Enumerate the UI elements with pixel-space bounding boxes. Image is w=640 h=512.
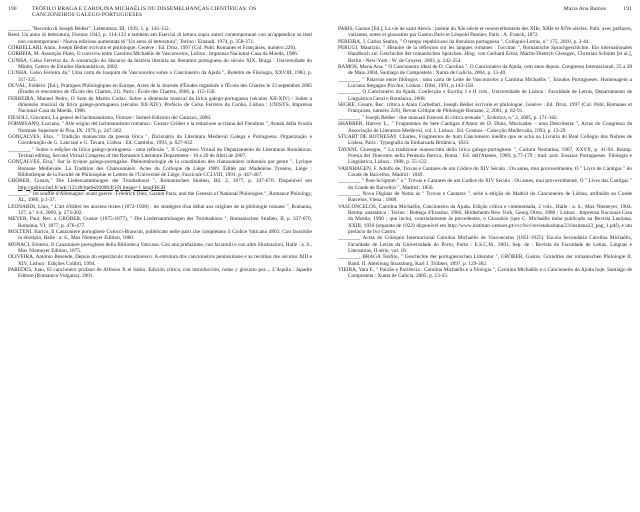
gallica-link-tail[interactable]: (10) image=1 langFRGB [112,184,166,191]
left-running-title: TEÓFILO BRAGA E CAROLINA MICHAËLIS OU DISSEMELHANÇAS CIENTÍFICAS: OS CANCIONEIROS GALEGO-PORTUGUESES [32,6,257,19]
bibliography-entry: STUART DE ROTHESAY, Charles, Fragmentos de hum Cancioneiro inedito que se acha na Livraria do Real Collegio dos Nobres de Lisboa, Paris : Typografia da Embaixada Britânica, 1823. [338,133,632,147]
bibliography-entry: VASCONCELOS, Carolina Michaëlis, Cancioneiro da Ajuda. Edição crítica e commentada, 2 vols., Halle : a. S., Max Niemeyer, 1904. Reimp. anastática : Torino : Bottega d'Erasmo, 1966; Hildesheim-New York, Georg Olms, 1980 ; Lisboa : Imprensa Nacional-Casa da Moeda, 1990 ; que inclui, contrariamente às precedentes, o Glossário (que C. Michaëlis tinha publicado na Revista Lusitana, XXIII, 1920 (separata de 1922) disponível em http://www.instituto-camoes.pt/cvc/bvc/revistalusitana/23/lusitana23_pag_1.pdf), e um prefácio de Ivo Castro. [338,203,632,235]
right-page-number: 191 [623,6,632,12]
right-page-header [338,6,632,26]
bibliography-entry: MOLTENI, Enrico, Il Canzoniere portoghese Colocci-Brancuti, pubblicato nelle parti che completano il Codice Vaticano 4803. Con facsimile in eliotipia, Halle : a. S., Max Niemeyer Edition, 1880. [8,229,312,242]
bibliography-entry: GONÇALVES, Elsa," Sur la lyrique galego-portugaise. Phénoménologie de la constitution des chansonniers ordonnés par genre ", Lyrique Romane Médiévale. La Tradition des Chansonniers. Actes du Colloque de Liège 1989. Édités par Madeleine Tyssens, Liège : Bibliothèque de la Faculté de Philosophie et Lettres de l'Université de Liège, Fascicule CCLVIII, 1991, p. 447-467. [8,159,312,178]
bibliography-entry: FORMISANO, Luciano, " Alle origini del lachmannismo romanzo : Gustav Gröber e la redazione occitana del Fierabras ", Annali della Scuola Normale Superiore di Pisa, IX, 1979, p. 247-302. [8,121,312,134]
bibliography-entry: CORREIA, M. Assunção Pinto, O convívio entre Carolina Michaëlis de Vasconcelos, Lisboa : Imprensa Nacional-Casa da Moeda, 1986. [8,51,299,58]
bibliography-entry: MONACI, Ernesto, Il Canzoniere portoghese della Biblioteca Vaticana. Con una prefazione, con facsimili e con altre illustrazioni, Halle : a. S., Max Niemeyer Edition, 1875. [8,241,312,255]
bibliography-entry: ________, Actas do Colóquio Internacional Carolina Michaëlis de Vasconcelos (1851-1925). Escola Secundária Carolina Michaëlis, Faculdade de Letras da Universidade do Porto, Porto : E.S.C.M., 2001, Sep. de : Revista da Faculdade de Letras, Línguas e Literaturas, II série, vol. 18. [338,235,632,255]
gallica-link[interactable]: http://gallica.bnf.fr/ark:/12148/bpt6k92086/f [18,184,113,191]
bibliography-entry: PAREDES, Juan, El cancionero profano de Alfonso X el Sabio. Edición crítica, con introducción, notas y glosario por..., L'Aquila : Japadre Editore (Romanica Vulgaria), 2001. [8,267,312,280]
bibliography-entry: ________, BRAGA Teófilo, " Geschichte der portugiesischen Litteratur ", GRÖBER, Gustav. Grundriss der romanischen Philologie II. Band. II. Abteilung Strassburg, Karl J. Trübner, 1897, p. 129-382. [338,254,632,267]
bibliography-entry: FIESOLI, Giovanni, La genesi del lachmannismo, Firenze : Sismel-Edizioni del Galuzzo, 2000. [8,114,212,121]
bibliography-entry: DUVAL, Frédéric [Ed.], Pratiques Philologiques en Europe, Actes de la Journée d'Études organisée à l'École des Chartes le 23 septembre 2005 (Études et rencontres de l'École des Chartes, 21), Paris : École des Chartes, 2006, p. 115-150. [8,83,312,96]
bibliography-entry: PARIS, Gaston [Ed.], La vie de saint Alexis : poème du XIe siècle et renouvellements des XIIe, XIIIe et XIVe siècles. Publ. avec préfaces, variantes, notes et glossaires par Gaston Paris et Léopold Pannier, Paris : A. Franck, 1872. [338,26,632,39]
bibliography-entry: SHARRER, Harvey L., " Fragmentos de Sete Cantigas d'Amor de D. Dinis, Musicadas – uma Descoberta ", Actas do Congresso da Associação de Literatura Medieval, vol. I, Lisboa : Ed. Cosmos - Colecção Medievalia, 1993, p. 13-29. [338,121,632,134]
right-bibliography-list [338,26,632,280]
bibliography-entry: ________, " Joseph Bédier : due manuali francesi di critica testuale ", Ecdotica, n.º 2, 2005, p. 171-182. [338,114,558,121]
bibliography-entry: GONÇALVES, Elsa, " Tradição manuscrita da poesia lírica ", Dicionário da Literatura Medieval Galega e Portuguesa. Organização e Coordenação de G. Lanciani e G. Tavani, Lisboa : Ed. Caminho, 1993, p. 627-632. [8,133,312,147]
left-page-number: 190 [8,6,17,12]
right-page [320,0,640,512]
bibliography-entry: VIEIRA, Yara F., " Paixão e Paciência : Carolina Michaëlis e a filologia ", Carolina Michaëlis e o Cancioneiro da Ajuda hoje, Santiago de Compostela : Xunta de Galicia, 2005, p. 13-43. [338,267,632,280]
bibliography-entry: CUNHA, Celso Ferreira da," Uma carta de Joaquim de Vasconcelos sobre o Cancioneiro da Ajuda ", Boletim de Filologia, XXVIII, 1983, p. 317-325. [8,70,312,83]
bibliography-entry: MEYER, Paul, Rec. a GRÖBER, Gustav (1875-1877), " Die Liedersammlungen der Troubadours ", Romanischen Studien, II, p. 337-670, Romania, VI, 1877, p. 476-477. [8,216,312,229]
bibliography-entry: CUNHA, Celso Ferreira da, A construção do discurso da história literária na literatura portuguesa do século XIX, Braga : Universidade do Minho, Centro de Estudos Humanísticos, 2002. [8,57,312,71]
bibliography-entry: PERUGI, Maurizio, " Histoire de la réflexion sur les langues romanes : l'occitan ", Romanische Sprachgeschichte. Ein internationales Handbuch zur Geschichte der romanischen Sprachen. Hrsg. von Gerhard Ernst, Martin-Dietrich Glessgen, Christian Schmitt [et al.], Berlin - New-York : W. de Gruyter, 2003, p. 242-254. [338,45,632,64]
bibliography-entry: TAVANI, Giuseppe, " La tradizione manoscritta della lirica galego-portoghese ", Cultura Neolatina, 1967, XXVII, p. 41-94. Reimp. Poesia del Duecento nella Penisola Iberica, Roma : Ed. dell'Ateneo, 1969, p.77-179 ; trad. port. Ensaios Portugueses. Filologia e Linguística, Lisboa : 1988, p. 55-122. [338,146,632,166]
bibliography-entry: ________, O Cancioneiro da Ajuda. Confecção e Escrita, I e II vols., Universidade de Lisboa : Faculdade de Letras, Departamento de Linguística Geral e Românica, 2008. [338,89,632,102]
left-page-header [8,6,312,26]
bibliography-entry: FERREIRA, Manuel Pedro, O Som de Martin Codax. Sobre a dimensão musical da lírica galego-portuguesa (séculos XII-XIV) / Sobre a dimensão musical da lírica galego-portuguesa (séculos XII-XIV). Prefácio de Celso Ferreira da Cunha, Lisboa : UNISYS, Imprensa Nacional-Casa da Moeda, 1986. [8,95,312,115]
bibliography-entry: ________, Nova Diginas de Notas ás " Trovas e Cantares ", série à edição do Madrid do Cancioneiro de Lisboa, atribuído ao Conde Barcelos, Viena : 1868. [338,190,632,204]
bibliography-entry-with-link [8,178,312,191]
bibliography-entry: _______, " Im souffle d'Allemagne: avant guerre : Friedrich Diez, Gaston Paris, and the Genesis of National Philologies ", Romance Philology, XL, 1986, p.1-37. [8,190,312,204]
bibliography-entry: RAMOS, Maria Ana, " O Cancioneiro ideal de D. Carolina ", O Cancioneiro da Ajuda, cem anos depois. Congresso Internacional, 25 a 28 de Maio 2004, Santiago de Compostela : Xunta de Galicia, 2004, p. 13-40. [338,64,632,77]
bibliography-entry: ________, " Post-Scriptum " a " Trovas e Cantares de um Codice do XIV Século : Ou antes, mui provavelmente, O " Livro das Cantigas " do Conde de Barcellos ", Madrid : 1850. [338,178,632,191]
bibliography-entry: ________, "Recordo di Joseph Bédier", Letteratura, III, 1939, 1, p. 145-152. [8,26,171,32]
bibliography-entry: LEONARDI, Lino, " L'art d'éditer les anciens textes (1872-1928) : les stratégies d'un débat aux origines de la philologie romane ", Romania, 127, n.º 3-4, 2009, p. 273-302. [8,203,312,216]
bibliography-entry: Reed. Un anno di letteratura, Firenze 1942, p. 114-132 e também em Esercizi di lettura sopra autori contemporanei con un'appendice su testi non contemporanei - Nuova edizione aumentata di "Un anno di letteratura", Torino : Einaudi, 1974, p. 358-371. [8,32,312,45]
bibliography-entry: OLIVEIRA, António Resende, Depois do espectáculo trovadoresco. A estrutura dos cancioneiros peninsulares e as recolhas dos séculos XIII e XIV, Lisboa : Edições Colibri, 1994. [8,254,312,267]
bibliography-entry: VARNHAGEN, F. Adolfo de, Trovas e Cantares de um Códice do XIV Século : Ou antes, mui provavelmente, O " Livro de Cantigas " do Conde de Barcellos, Madrid : 1849. [338,165,632,178]
bibliography-entry: PEREIRA, J. Carlos Seabra, " O tempo republicano da literatura portuguesa ", Colóquio-Letras, n.º 175, 2010, p. 3-44. [338,38,590,45]
right-running-title: Maria Ana Ramos [563,6,606,12]
bibliography-entry-text: GRÖBER, Gustav," Die Liedersammlungen der Troubadours ", Romanischen Studien, Bd. 2, 1877, p. 337-670. Disponível em [8,178,312,185]
bibliography-entry: CORBELLARI, Alain, Joseph Bédier écrivain et philologue, Genève : Ed. Droz, 1997 (Col. Publ. Romanes et Françaises, numéro 220). [8,45,297,52]
bibliography-entry: ________, " Palavras entre filólogos : uma carta de Leite de Vasconcelos a Carolina Michaëlis ", Estudos Portugueses. Homenagem a Luciana Stegagno Picchio, Lisboa : Difel, 1991, p.143-158. [338,76,632,90]
left-bibliography-list [8,26,312,280]
bibliography-entry: SEGRE, Cesare, Rec. crítica a Alain Corbellari, Joseph Bédier écrivain et philologue, Genève : Ed. Droz, 1997 (Col. Publ. Romanes et Françaises, numéro 220), Revue Critique de Philologie Romane, 2, 2001, p. 82-91. [338,102,632,115]
bibliography-entry: ________, " Sobre o edições da lírica galego-portuguesa - uma reflexão ", II Congresso Virtual do Departamento de Literaturas Românicas. Textual editing, Second Virtual Congress of the Romance Literature Department - 16 e 20 de Abril de 2007. [8,146,312,159]
